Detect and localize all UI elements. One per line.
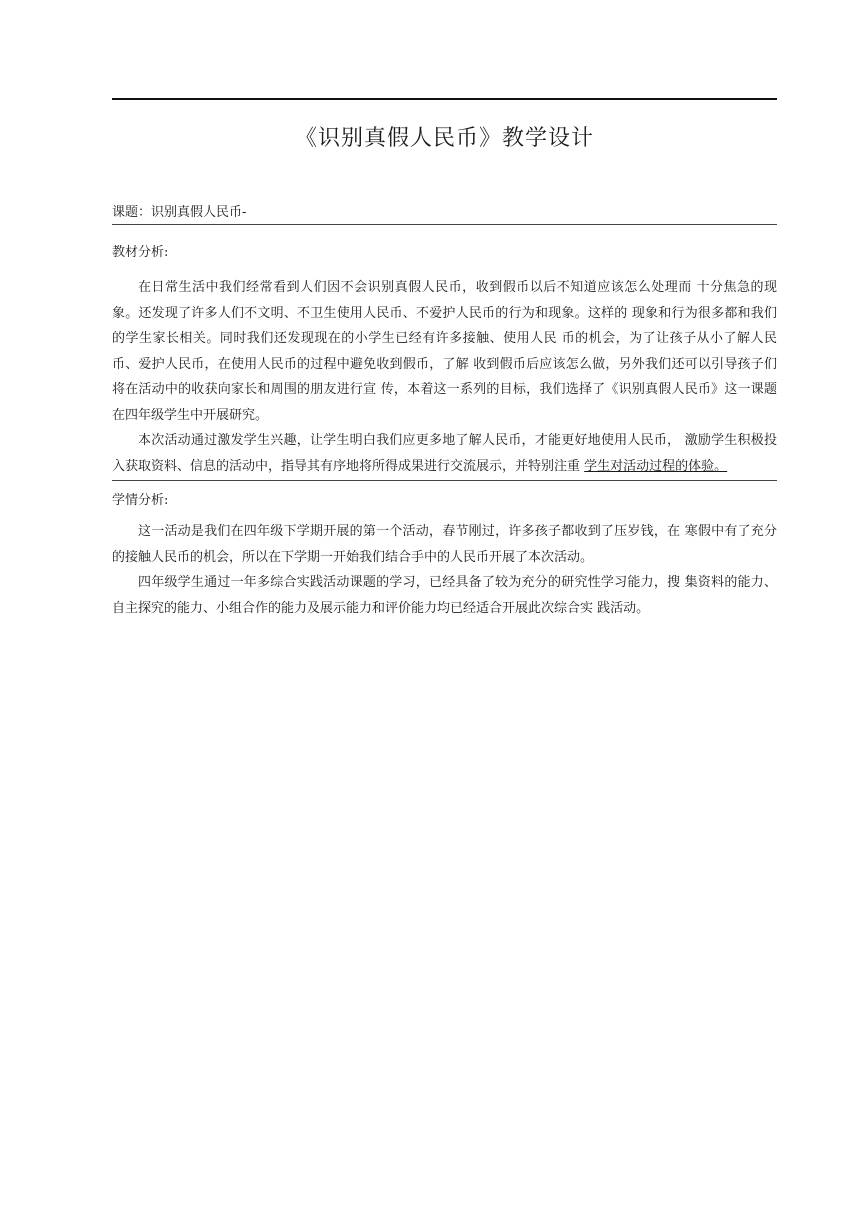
section-divider	[112, 480, 777, 481]
section-label-student-analysis: 学情分析:	[112, 493, 169, 508]
paragraph-student-analysis-2: 四年级学生通过一年多综合实践活动课题的学习，已经具备了较为充分的研究性学习能力，搜 集资料的能力、自主探究的能力、小组合作的能力及展示能力和评价能力均已经适合开展此次综合实 践活动。	[112, 575, 777, 616]
document-page	[112, 98, 777, 621]
document-title: 《识别真假人民币》教学设计	[294, 126, 594, 151]
paragraph-student-analysis-1: 这一活动是我们在四年级下学期开展的第一个活动，春节刚过，许多孩子都收到了压岁钱，在 寒假中有了充分的接触人民币的机会，所以在下学期一开始我们结合手中的人民币开展了本次活动。	[112, 524, 777, 565]
header-rule	[112, 98, 777, 100]
paragraph-text: 本次活动通过激发学生兴趣，让学生明白我们应更多地了解人民币，才能更好地使用人民币， 激励学生积极投入获取资料、信息的活动中，指导其有序地将所得成果进行交流展示，并特别注重	[112, 433, 777, 474]
underlined-text: 学生对活动过程的体验。	[584, 458, 728, 474]
section-label-textbook-analysis: 教材分析:	[112, 245, 169, 260]
topic-line: 课题：识别真假人民币-	[112, 203, 777, 225]
paragraph-textbook-analysis-2	[112, 428, 777, 479]
paragraph-textbook-analysis-1: 在日常生活中我们经常看到人们因不会识别真假人民币，收到假币以后不知道应该怎么处理而 十分焦急的现象。还发现了许多人们不文明、不卫生使用人民币、不爱护人民币的行为和现象。这样的 现象和行为很多都和我们的学生家长相关。同时我们还发现现在的小学生已经有许多接触、使用人民 币的机会，为了让孩子从小了解人民币、爱护人民币，在使用人民币的过程中避免收到假币，了解 收到假币后应该怎么做，另外我们还可以引导孩子们将在活动中的收获向家长和周围的朋友进行宣 传，本着这一系列的目标，我们选择了《识别真假人民币》这一课题在四年级学生中开展研究。	[112, 280, 777, 423]
